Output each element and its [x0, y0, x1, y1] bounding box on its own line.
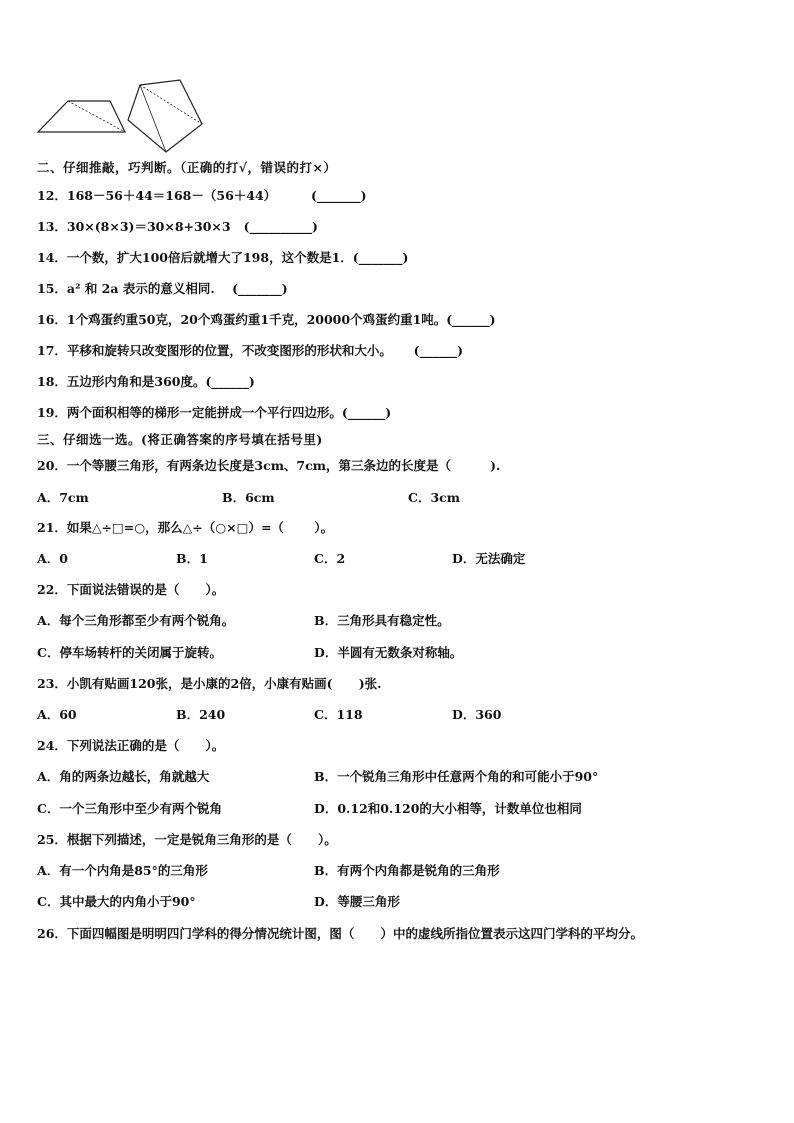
q22-option-c: C．停车场转杆的关闭属于旋转。 [37, 645, 222, 660]
question-26: 26．下面四幅图是明明四门学科的得分情况统计图，图（ ）中的虚线所指位置表示这四门学科的平均分。 [37, 926, 644, 941]
q25-option-d: D．等腰三角形 [314, 894, 400, 909]
question-19: 19．两个面积相等的梯形一定能拼成一个平行四边形。(______) [37, 405, 392, 420]
question-12: 12．168－56＋44＝168－（56＋44） (_______) [37, 188, 367, 203]
q22-option-a: A．每个三角形都至少有两个锐角。 [37, 613, 235, 628]
q23-option-a: A．60 [37, 707, 77, 722]
question-23: 23．小凯有贴画120张，是小康的2倍，小康有贴画( )张. [37, 676, 382, 691]
section3-title: 三、仔细选一选。(将正确答案的序号填在括号里) [37, 432, 323, 447]
q25-option-a: A．有一个内角是85°的三角形 [37, 863, 208, 878]
question-15: 15．a² 和 2a 表示的意义相同. (_______) [37, 281, 288, 296]
question-21: 21．如果△÷□=○，那么△÷（○×□）=（ ）。 [37, 520, 334, 535]
q21-option-c: C．2 [314, 551, 346, 566]
q25-option-b: B．有两个内角都是锐角的三角形 [314, 863, 500, 878]
q23-option-c: C．118 [314, 707, 363, 722]
question-20: 20．一个等腰三角形，有两条边长度是3cm、7cm，第三条边的长度是（ ). [37, 458, 501, 473]
q24-option-d: D．0.12和0.120的大小相等，计数单位也相同 [314, 801, 582, 816]
q21-option-d: D．无法确定 [452, 551, 526, 566]
trapezoid-figure [38, 101, 125, 132]
q24-option-b: B．一个锐角三角形中任意两个角的和可能小于90° [314, 769, 599, 784]
q25-option-c: C．其中最大的内角小于90° [37, 894, 196, 909]
question-16: 16．1个鸡蛋约重50克，20个鸡蛋约重1千克，20000个鸡蛋约重1吨。(______) [37, 312, 496, 327]
q20-option-b: B．6cm [222, 490, 275, 505]
question-24: 24．下列说法正确的是（ ）。 [37, 738, 225, 753]
q20-option-c: C．3cm [408, 490, 460, 505]
question-17: 17．平移和旋转只改变图形的位置，不改变图形的形状和大小。 (______) [37, 343, 463, 358]
pentagon-figure [128, 80, 202, 152]
q24-option-c: C．一个三角形中至少有两个锐角 [37, 801, 222, 816]
q24-option-a: A．角的两条边越长，角就越大 [37, 769, 210, 784]
question-14: 14．一个数，扩大100倍后就增大了198，这个数是1．(_______) [37, 250, 409, 265]
q22-option-d: D．半圆有无数条对称轴。 [314, 645, 463, 660]
q20-option-a: A．7cm [37, 490, 89, 505]
section2-title: 二、仔细推敲，巧判断。（正确的打√，错误的打×） [37, 160, 337, 175]
question-18: 18．五边形内角和是360度。(______) [37, 374, 255, 389]
q22-option-b: B．三角形具有稳定性。 [314, 613, 450, 628]
q21-option-a: A．0 [37, 551, 68, 566]
q23-option-b: B．240 [176, 707, 226, 722]
polygon-figures [30, 72, 210, 162]
q21-option-b: B．1 [176, 551, 208, 566]
question-25: 25．根据下列描述，一定是锐角三角形的是（ ）。 [37, 832, 337, 847]
question-22: 22．下面说法错误的是（ ）。 [37, 582, 225, 597]
question-13: 13．30×(8×3)＝30×8+30×3 (__________) [37, 219, 318, 234]
q23-option-d: D．360 [452, 707, 502, 722]
